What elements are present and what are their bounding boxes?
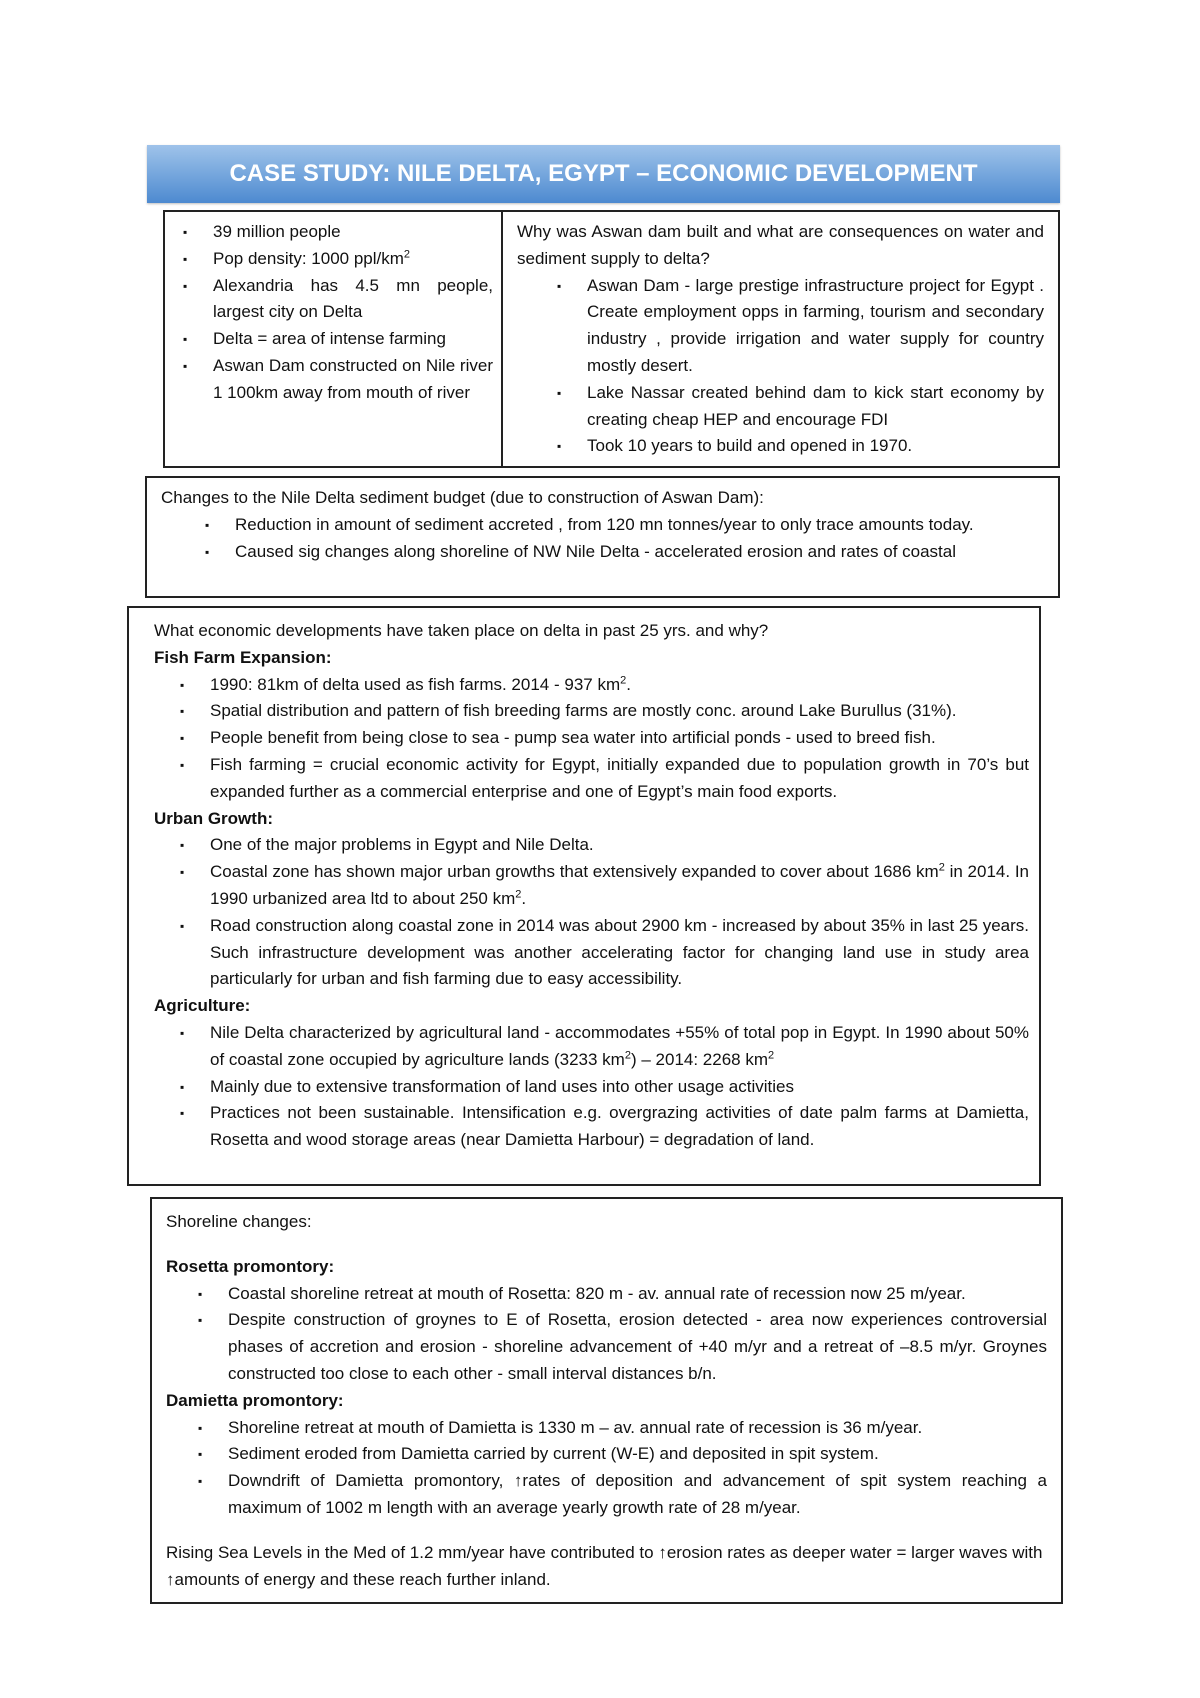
list-item: ▪ Fish farming = crucial economic activity for Egypt, initially expanded due to population growth in 70’s but expanded further as a commercial enterprise and one of Egypt’s main food exports. <box>136 752 1029 806</box>
sea-level-text: Rising Sea Levels in the Med of 1.2 mm/year have contributed to ↑erosion rates as deeper water = larger waves with ↑amounts of energy and these reach further inland. <box>166 1542 1043 1589</box>
rosetta-list <box>154 1281 1047 1388</box>
list-item: ▪ 39 million people <box>173 219 493 246</box>
urban-list <box>136 832 1029 993</box>
economic-developments-box <box>127 606 1041 1186</box>
econ-question: What economic developments have taken place on delta in past 25 yrs. and why? <box>154 621 769 640</box>
list-item: ▪ Despite construction of groynes to E of Rosetta, erosion detected - area now experiences controversial phases of accretion and erosion - shoreline advancement of +40 m/yr and a retreat of –8.5 m/yr. Groynes constructed too close to each other - small interval distances b/n. <box>154 1307 1047 1387</box>
agri-heading: Agriculture: <box>154 996 251 1016</box>
damietta-heading: Damietta promontory: <box>166 1390 344 1410</box>
list-item: ▪ Shoreline retreat at mouth of Damietta is 1330 m – av. annual rate of recession is 36 m/year. <box>154 1415 1047 1442</box>
aswan-dam-box <box>501 210 1060 468</box>
sediment-budget-box <box>145 476 1060 598</box>
agri-list <box>136 1020 1029 1154</box>
shore-heading: Shoreline changes: <box>166 1212 312 1231</box>
aswan-question: Why was Aswan dam built and what are consequences on water and sediment supply to delta? <box>517 222 1044 268</box>
list-item: ▪ Spatial distribution and pattern of fish breeding farms are mostly conc. around Lake Burullus (31%). <box>136 698 1029 725</box>
list-item: ▪ Reduction in amount of sediment accreted , from 120 mn tonnes/year to only trace amounts today. <box>161 512 1044 539</box>
list-item: ▪ People benefit from being close to sea - pump sea water into artificial ponds - used to breed fish. <box>136 725 1029 752</box>
list-item: ▪ Nile Delta characterized by agricultural land - accommodates +55% of total pop in Egypt. In 1990 about 50% of coastal zone occupied by agriculture lands (3233 $km^2) - 2014$: 2268 $km^2$ <box>136 1020 1029 1074</box>
list-item: ▪ Lake Nassar created behind dam to kick start economy by creating cheap HEP and encourage FDI <box>547 380 1044 434</box>
list-item: ▪ One of the major problems in Egypt and Nile Delta. <box>136 832 1029 859</box>
damietta-list <box>154 1415 1047 1522</box>
list-item: ▪ Aswan Dam - large prestige infrastructure project for Egypt . Create employment opps in farming, tourism and secondary industry , provide irrigation and water supply for country mostly desert. <box>547 273 1044 380</box>
list-item: ▪ Pop density: 1000 ppl/$km^2$ <box>173 246 493 273</box>
aswan-list <box>517 273 1044 461</box>
list-item: ▪ Practices not been sustainable. Intensification e.g. overgrazing activities of date palm farms at Damietta, Rosetta and wood storage areas (near Damietta Harbour) = degradation of land. <box>136 1100 1029 1154</box>
sediment-list <box>161 512 1044 566</box>
list-item: ▪ Aswan Dam constructed on Nile river 1 100km away from mouth of river <box>173 353 493 407</box>
rosetta-heading: Rosetta promontory: <box>166 1256 335 1276</box>
list-item: ▪ Downdrift of Damietta promontory, ↑rates of deposition and advancement of spit system reaching a maximum of 1002 m length with an average yearly growth rate of 28 m/year. <box>154 1468 1047 1522</box>
list-item: ▪ Alexandria has 4.5 mn people, largest city on Delta <box>173 273 493 327</box>
fish-heading: Fish Farm Expansion: <box>154 647 332 667</box>
list-item: ▪ Mainly due to extensive transformation of land uses into other usage activities <box>136 1074 1029 1101</box>
list-item: ▪ Road construction along coastal zone in 2014 was about 2900 km - increased by about 35% in last 25 years. Such infrastructure development was another accelerating factor for changing land use in study area particularly for urban and fish farming due to easy accessibility. <box>136 913 1029 993</box>
sediment-heading: Changes to the Nile Delta sediment budget (due to construction of Aswan Dam): <box>161 488 764 507</box>
key-facts-box <box>163 210 503 468</box>
urban-heading: Urban Growth: <box>154 808 273 828</box>
fish-list <box>136 672 1029 806</box>
list-item: ▪ Coastal shoreline retreat at mouth of Rosetta: 820 m - av. annual rate of recession now 25 m/year. <box>154 1281 1047 1308</box>
list-item: ▪ Caused sig changes along shoreline of NW Nile Delta - accelerated erosion and rates of coastal <box>161 539 1044 566</box>
key-facts-list <box>173 219 493 407</box>
list-item: ▪ Delta = area of intense farming <box>173 326 493 353</box>
list-item: ▪ Took 10 years to build and opened in 1970. <box>547 433 1044 460</box>
shoreline-changes-box <box>150 1197 1063 1604</box>
list-item: ▪ Sediment eroded from Damietta carried by current (W-E) and deposited in spit system. <box>154 1441 1047 1468</box>
list-item: ▪ Coastal zone has shown major urban growths that extensively expanded to cover about 1686 $km^2$ in 2014. In 1990 urbanized area ltd to about 250 $km^2$. <box>136 859 1029 913</box>
page-title: CASE STUDY: NILE DELTA, EGYPT – ECONOMIC DEVELOPMENT <box>147 145 1060 203</box>
list-item: ▪ 1990: 81km of delta used as fish farms. 2014 - 937 $km^2$. <box>136 672 1029 699</box>
